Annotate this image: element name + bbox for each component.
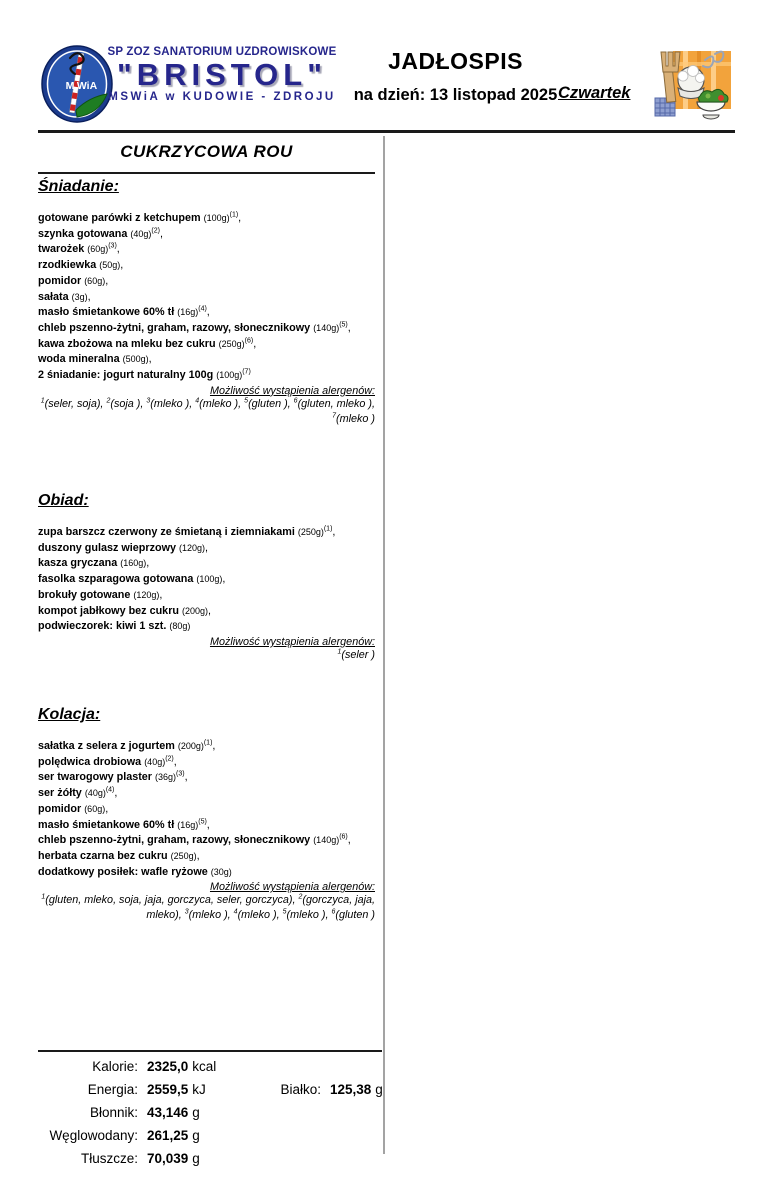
allergen-ref: 6 [331, 908, 336, 916]
nutrition-label: Kalorie: [92, 1059, 138, 1074]
allergen-ref: (1) [229, 211, 239, 219]
nutrition-value: 70,039 [147, 1151, 189, 1166]
item-weight: (100g) [216, 370, 243, 381]
allergen-ref: (4) [105, 786, 115, 794]
item-weight: (120g) [133, 589, 160, 600]
food-clipart-icon [653, 46, 735, 127]
menu-item: kasza gryczana (160g), [38, 557, 150, 570]
allergen-ref: (3) [108, 242, 117, 250]
item-weight: (120g) [178, 542, 205, 553]
nutrition-value: 125,38 [330, 1082, 372, 1097]
allergen-ref: 1 [337, 648, 342, 656]
item-weight: (250g) [170, 850, 197, 861]
allergen-ref: (1) [323, 525, 333, 533]
allergen-ref: 1 [40, 397, 45, 405]
svg-text:WiA: WiA [76, 80, 98, 92]
nutrition-row-tluszcze [38, 1151, 382, 1174]
allergen-list: $^1$(gluten, mleko, soja, jaja, gorczyca, seler, gorczyca), $^2$(gorczyca, jaja, mleko), $^3$(mleko ), $^4$(mleko ), $^5$(mleko ), $^6$(gluten ) [41, 893, 375, 922]
item-weight: (200g) [182, 605, 209, 616]
allergen-heading: Możliwość wystąpienia alergenów: [209, 881, 375, 894]
org-name-line2: MSWiA w KUDOWIE - ZDROJU [108, 91, 336, 104]
document-date: na dzień: 13 listopad 2025 [353, 86, 558, 104]
nutrition-row-weglowodany [38, 1128, 382, 1151]
item-weight: (60g) [84, 275, 106, 286]
meal-heading: Kolacja: [38, 706, 101, 723]
org-name-bristol: "BRISTOL" [117, 57, 327, 92]
document-title: JADŁOSPIS [388, 48, 523, 74]
menu-item: chleb pszenno-żytni, graham, razowy, słonecznikowy $(140g)^{(5)}$, [38, 321, 351, 334]
meal-section-sniadanie [38, 178, 375, 427]
item-weight: (140g) [313, 322, 340, 333]
title-block [338, 48, 573, 105]
menu-item: ser żółty $(40g)^{(4)}$, [38, 786, 118, 800]
menu-item: ser twarogowy plaster $(36g)^{(3)}$, [38, 770, 188, 784]
menu-item: dodatkowy posiłek: wafle ryżowe (30g) [38, 865, 232, 878]
allergen-ref: (2) [151, 227, 160, 235]
nutrition-unit: g [192, 1128, 200, 1143]
allergen-ref: 3 [146, 397, 151, 405]
allergen-list: $^1$(seler, soja), $^2$(soja ), $^3$(mleko ), $^4$(mleko ), $^5$(gluten ), $^6$(gluten, mleko ), $^7$(mleko ) [40, 397, 375, 425]
menu-item: kawa zbożowa na mleku bez cukru $(250g)^{(6)}$, [38, 337, 257, 350]
menu-item: sałata (3g), [38, 290, 91, 303]
nutrition-unit: g [192, 1105, 200, 1120]
menu-item: brokuły gotowane (120g), [38, 588, 163, 601]
menu-item: chleb pszenno-żytni, graham, razowy, słonecznikowy $(140g)^{(6)}$, [38, 833, 351, 847]
meal-section-kolacja [38, 706, 375, 923]
item-weight: (100g) [196, 574, 223, 585]
allergen-ref: (5) [198, 817, 207, 825]
item-weight: (140g) [313, 835, 340, 846]
menu-item: herbata czarna bez cukru (250g), [38, 849, 200, 862]
menu-item: woda mineralna (500g), [38, 353, 152, 366]
allergen-ref: 1 [41, 893, 46, 901]
nutrition-value: 2559,5 [147, 1082, 189, 1097]
nutrition-unit: kJ [192, 1082, 206, 1097]
nutrition-row-bialko [263, 1082, 383, 1097]
column-divider [383, 136, 385, 1154]
allergen-ref: 7 [332, 412, 336, 420]
allergen-ref: 4 [195, 397, 200, 405]
nutrition-row-blonnik [38, 1105, 382, 1128]
menu-item: zupa barszcz czerwony ze śmietaną i ziemniakami $(250g)^{(1)}$, [38, 525, 336, 538]
brand-block [96, 46, 348, 103]
allergen-ref: 3 [184, 908, 189, 916]
menu-item: szynka gotowana $(40g)^{(2)}$, [38, 227, 163, 240]
nutrition-row-energia [38, 1082, 382, 1105]
allergen-ref: 5 [244, 397, 249, 405]
nutrition-unit: g [192, 1151, 200, 1166]
menu-item: fasolka szparagowa gotowana (100g), [38, 573, 226, 586]
nutrition-row-kalorie [38, 1059, 382, 1082]
nutrition-value: 43,146 [147, 1105, 189, 1120]
menu-item: podwieczorek: kiwi 1 szt. (80g) [38, 620, 191, 633]
menu-item: pomidor (60g), [38, 802, 109, 815]
item-weight: (50g) [99, 260, 121, 271]
nutrition-value: 261,25 [147, 1128, 189, 1143]
item-weight: (30g) [210, 866, 232, 877]
menu-item: duszony gulasz wieprzowy (120g), [38, 541, 208, 554]
allergen-ref: 6 [293, 397, 298, 405]
meal-heading: Obiad: [38, 492, 89, 509]
menu-item: masło śmietankowe 60% tł $(16g)^{(5)}$, [38, 817, 210, 831]
menu-item: sałatka z selera z jogurtem $(200g)^{(1)}$, [38, 739, 216, 752]
menu-item: masło śmietankowe 60% tł $(16g)^{(4)}$, [38, 305, 210, 319]
allergen-ref: (5) [339, 321, 348, 329]
item-weight: (60g) [84, 803, 106, 814]
nutrition-label: Energia: [87, 1082, 138, 1097]
menu-item: 2 śniadanie: jogurt naturalny 100g $(100g)^{(7)}$ [38, 368, 251, 382]
menu-item: twarożek $(60g)^{(3)}$, [38, 242, 120, 256]
item-weight: (16g) [177, 307, 199, 318]
item-weight: (36g) [155, 772, 177, 783]
item-weight: (160g) [120, 558, 147, 569]
nutrition-label: Białko: [280, 1082, 321, 1097]
allergen-heading: Możliwość wystąpienia alergenów: [209, 635, 375, 648]
allergen-ref: 4 [233, 908, 238, 916]
allergen-ref: (1) [203, 739, 213, 747]
nutrition-unit: kcal [192, 1059, 217, 1074]
meal-items [38, 211, 375, 384]
diet-name: CUKRZYCOWA ROU [38, 134, 375, 174]
allergen-heading: Możliwość wystąpienia alergenów: [209, 384, 375, 397]
header-rule [38, 130, 735, 133]
nutrition-label: Tłuszcze: [80, 1151, 138, 1166]
meal-items [38, 525, 375, 635]
menu-item: rzodkiewka (50g), [38, 259, 124, 272]
allergen-ref: 2 [106, 397, 111, 405]
item-weight: (250g) [218, 338, 245, 349]
item-weight: (40g) [84, 788, 106, 799]
allergen-ref: 5 [282, 908, 287, 916]
org-name-line1: SP ZOZ SANATORIUM UZDROWISKOWE [107, 46, 337, 58]
item-weight: (250g) [297, 527, 324, 537]
item-weight: (500g) [122, 354, 149, 365]
menu-item: pomidor (60g), [38, 274, 109, 287]
item-weight: (40g) [144, 756, 166, 767]
item-weight: (40g) [130, 228, 152, 239]
meal-items [38, 739, 375, 880]
weekday-label: Czwartek [558, 84, 631, 102]
allergen-ref: (6) [244, 337, 254, 345]
meal-heading: Śniadanie: [38, 178, 119, 195]
menu-item: polędwica drobiowa $(40g)^{(2)}$, [38, 755, 177, 768]
item-weight: (100g) [203, 213, 230, 223]
item-weight: (80g) [169, 621, 191, 632]
menu-item: kompot jabłkowy bez cukru (200g), [38, 604, 212, 617]
nutrition-value: 2325,0 [147, 1059, 189, 1074]
item-weight: (3g) [71, 291, 88, 302]
allergen-ref: (6) [339, 833, 348, 841]
allergen-ref: (7) [242, 368, 251, 376]
allergen-ref: (3) [176, 770, 185, 778]
allergen-ref: (4) [198, 305, 207, 313]
nutrition-unit: g [375, 1082, 383, 1097]
item-weight: (200g) [177, 741, 204, 751]
allergen-list: $^1$(seler ) [337, 648, 375, 661]
meal-section-obiad [38, 492, 375, 663]
nutrition-summary [38, 1050, 382, 1174]
allergen-ref: 2 [298, 893, 303, 901]
nutrition-label: Błonnik: [89, 1105, 138, 1120]
item-weight: (16g) [177, 819, 199, 830]
allergen-ref: (2) [165, 755, 174, 763]
svg-text:M: M [65, 80, 75, 92]
nutrition-label: Węglowodany: [49, 1128, 138, 1143]
item-weight: (60g) [87, 244, 109, 255]
menu-item: gotowane parówki z ketchupem $(100g)^{(1)}$, [38, 211, 242, 224]
